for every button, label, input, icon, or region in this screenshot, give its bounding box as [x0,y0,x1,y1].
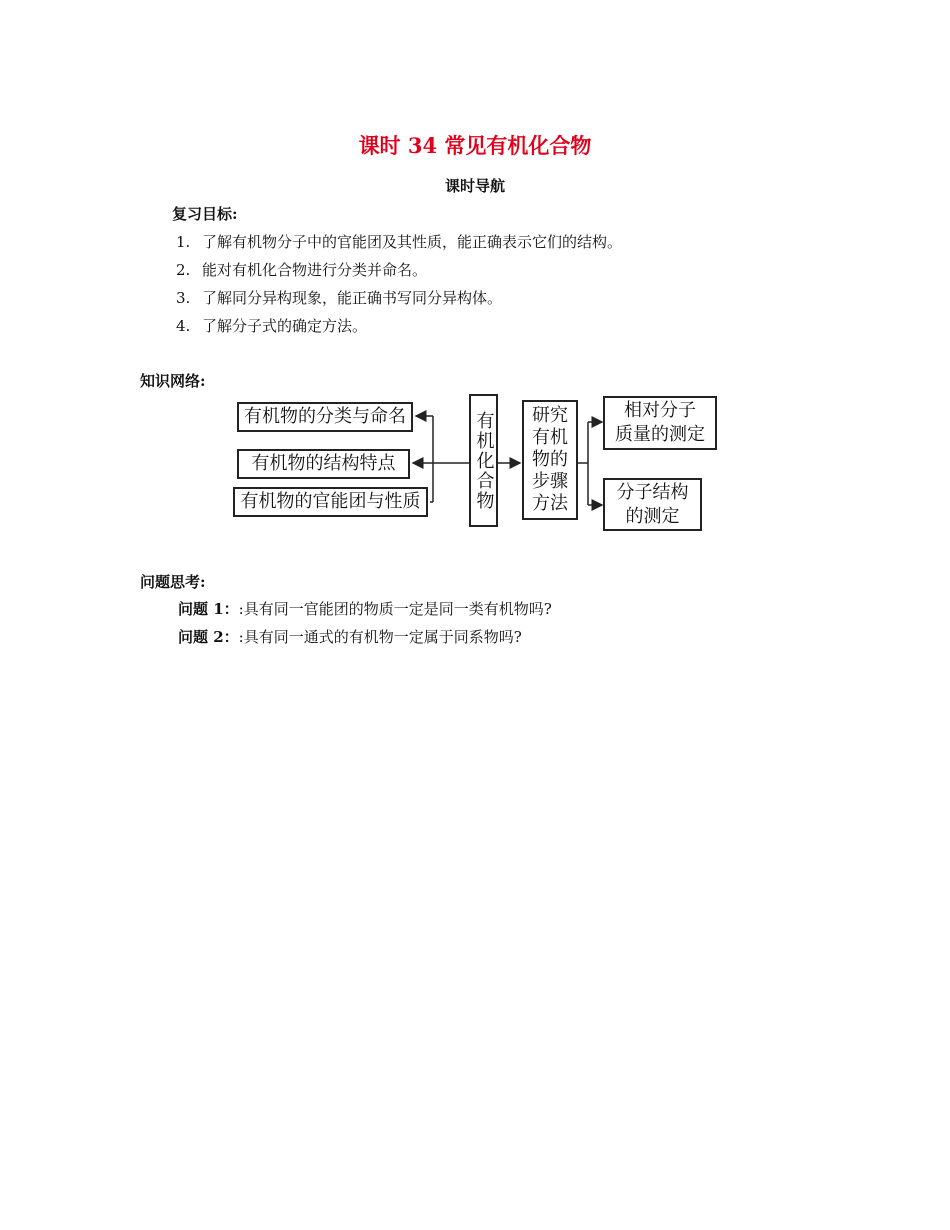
box-functional-groups-properties: 有机物的官能团与性质 [233,487,428,517]
method-line: 有机 [532,427,568,448]
goal-text: 了解分子式的确定方法。 [202,317,368,335]
box-relative-molecular-mass [603,396,717,450]
box-organic-compounds: 有机化合物 [469,394,498,527]
review-goals-heading: 复习目标: [172,205,238,223]
questions-heading: 问题思考: [140,573,206,591]
question-label: 问题 1： [178,600,239,618]
goal-text: 能对有机化合物进行分类并命名。 [202,261,428,279]
box-line: 相对分子 [624,400,696,421]
question-text: :具有同一通式的有机物一定属于同系物吗? [238,628,522,646]
box-classification-naming: 有机物的分类与命名 [237,402,413,432]
box-research-method [522,400,578,520]
goal-number: 1. [176,233,191,251]
box-line: 质量的测定 [615,424,705,445]
page-title: 课时 34 常见有机化合物 [358,133,592,158]
goal-number: 3. [176,289,191,307]
method-line: 物的 [532,449,568,470]
question-label: 问题 2： [178,628,239,646]
goal-text: 了解同分异构现象，能正确书写同分异构体。 [202,289,503,307]
question-item [178,598,552,619]
goal-text: 了解有机物分子中的官能团及其性质，能正确表示它们的结构。 [202,233,623,251]
question-text: :具有同一官能团的物质一定是同一类有机物吗? [238,600,552,618]
box-molecular-structure [603,478,702,531]
question-item [178,626,522,647]
method-line: 步骤 [532,471,568,492]
box-line: 的测定 [625,505,680,527]
goal-number: 4. [176,317,191,335]
method-line: 方法 [532,493,568,514]
knowledge-network-heading: 知识网络: [140,372,206,390]
goal-number: 2. [176,261,191,279]
box-structure-features: 有机物的结构特点 [237,449,410,479]
method-line: 研究 [532,405,568,426]
section-subtitle: 课时导航 [444,177,505,195]
box-line: 分子结构 [616,481,689,503]
